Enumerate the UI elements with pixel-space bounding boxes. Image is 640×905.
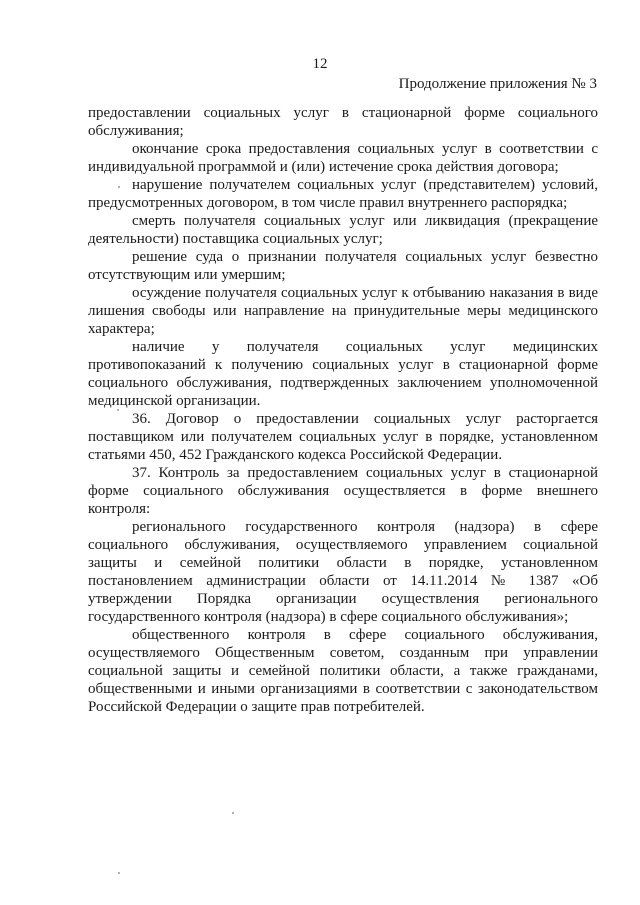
paragraph-medical-contraindications: наличие у получателя социальных услуг медицинских противопоказаний к получению социальных услуг в стационарной форме социального обслуживания, подтвержденных заключением уполномоченной медицинской организации. <box>88 339 598 409</box>
paragraph-public-control: общественного контроля в сфере социального обслуживания, осуществляемого Общественным советом, созданным при управлении социальной защиты и семейной политики области, а также гражданами, общественными и иными организациями в соответствии с законодательством Российской Федерации о защите прав потребителей. <box>88 627 598 715</box>
paragraph-violation: нарушение получателем социальных услуг (представителем) условий, предусмотренных договором, в том числе правил внутреннего распорядка; <box>88 177 598 211</box>
scan-speck <box>118 872 120 874</box>
page-number: 12 <box>312 56 328 72</box>
scan-speck <box>232 812 234 814</box>
paragraph-continuation: предоставлении социальных услуг в стационарной форме социального обслуживания; <box>88 105 598 139</box>
paragraph-court-decision: решение суда о признании получателя социальных услуг безвестно отсутствующим или умершим; <box>88 249 598 283</box>
scan-speck <box>117 409 119 411</box>
paragraph-clause-36: 36. Договор о предоставлении социальных услуг расторгается поставщиком или получателем социальных услуг в порядке, установленном статьями 450, 452 Гражданского кодекса Российской Федерации. <box>88 411 598 463</box>
paragraph-death-liquidation: смерть получателя социальных услуг или ликвидация (прекращение деятельности) поставщика социальных услуг; <box>88 213 598 247</box>
paragraph-term-expiry: окончание срока предоставления социальных услуг в соответствии с индивидуальной программой и (или) истечение срока действия договора; <box>88 141 598 175</box>
scan-speck <box>118 186 120 188</box>
document-body <box>88 104 598 716</box>
appendix-continuation-note: Продолжение приложения № 3 <box>398 76 597 92</box>
paragraph-clause-37: 37. Контроль за предоставлением социальных услуг в стационарной форме социального обслуживания осуществляется в форме внешнего контроля: <box>88 465 598 517</box>
paragraph-conviction: осуждение получателя социальных услуг к отбыванию наказания в виде лишения свободы или направление на принудительные меры медицинского характера; <box>88 285 598 337</box>
paragraph-regional-control: регионального государственного контроля (надзора) в сфере социального обслуживания, осуществляемого управлением социальной защиты и семейной политики области в порядке, установленном постановлением администрации области от 14.11.2014 № 1387 «Об утверждении Порядка организации осуществления регионального государственного контроля (надзора) в сфере социального обслуживания»; <box>88 519 598 625</box>
